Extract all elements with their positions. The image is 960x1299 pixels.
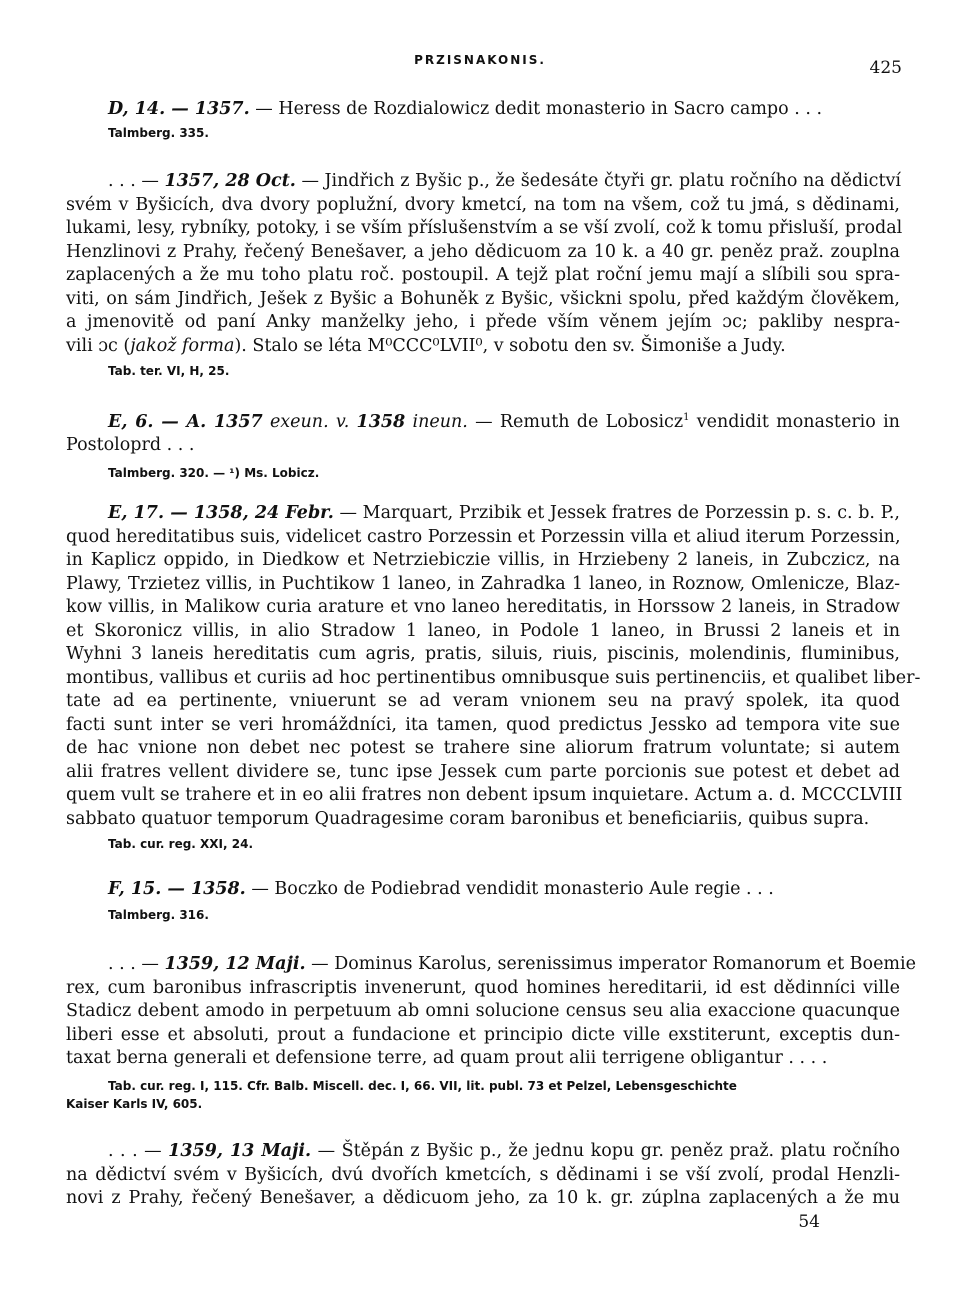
entry-line: Stadicz debent amodo in perpetuum ab omni solucione census seu alia exaccione quacunque [66,1001,900,1021]
entry-line: et Skoronicz villis, in alio Stradow 1 laneo, in Podole 1 laneo, in Brussi 2 laneis et in [66,620,900,641]
ellipsis-lead: . . . — [108,954,165,974]
entry-line: taxat berna generali et defensione terre, ad quam prout alii terrigene obligantur . . . . [66,1048,828,1068]
entry-line: quem vult se trahere et in eo alii fratres non debent ipsum inquietare. Actum a. d. MCCCLVIII [66,785,903,805]
entry-line: liberi esse et absoluti, prout a fundacione et principio dicte ville exstiterunt, exceptis dun- [66,1024,900,1045]
entry-line: Henzlinovi z Prahy, řečený Benešaver, a jeho dědicuom za 10 k. a 40 gr. peněz praž. zouplna [66,241,900,262]
entry-date: 1359, 12 Maji. [164,954,306,974]
entry-line: de hac vnione non debet nec potest se trahere sine aliorum fratrum voluntate; si autem [66,738,900,758]
entry-line: Wyhni 3 laneis hereditatis cum agris, pratis, siluis, riuis, piscinis, molendinis, fluminibus, [66,644,900,664]
footnote-marker: 1 [683,412,690,423]
signature-mark: 54 [798,1212,820,1232]
entry-line: svém v Byšicích, dva dvory poplužní, dvory kmetcí, na tom na všem, což tu jmá, s dědinami, [66,194,900,215]
entry-1357-d14 [66,98,900,142]
entry-line [66,953,916,977]
entry-line: a jmenovitě od paní Anky manželky jeho, i přede vším věnem jejím ɔc; pakliby nespra- [66,312,900,332]
ellipsis-lead: . . . — [108,1141,169,1161]
source-reference: Tab. cur. reg. XXI, 24. [108,837,254,851]
entry-1359-maji13 [66,1140,900,1211]
entry-line: viti, on sám Jindřich, Ješek z Byšic a Bohuněk z Byšic, všickni spolu, před každým člověkem, [66,288,900,309]
entry-line: kow villis, in Malikow curia arature et vno laneo hereditatis, in Horssow 2 laneis, in Stradow [66,597,900,617]
entry-date: F, 15. — 1358. [108,879,246,899]
source-reference: Talmberg. 316. [108,907,209,922]
italic-fragment: jakož forma [130,335,235,356]
entry-line: rex, cum baronibus infrascriptis invenerunt, quod homines hereditarii, id est dědinníci ville [66,977,900,998]
entry-text: vendidit monasterio in [696,411,900,432]
entry-line [66,1140,900,1164]
running-head: PRZISNAKONIS. [414,53,546,67]
source-reference: Tab. ter. VI, H, 25. [108,364,230,378]
entry-line: alii fratres vellent dividere se, tunc ipse Jessek cum parte porcionis sue potest et debet ad [66,761,900,782]
text-fragment: ). Stalo se léta M⁰CCC⁰LVII⁰, v sobotu den sv. Šimoniše a Judy. [234,335,786,356]
entry-line: montibus, vallibus et curiis ad hoc pertinentibus omnibusque suis pertinenciis, et qualibet liber- [66,667,921,688]
page-number: 425 [869,58,902,78]
entry-text: — Heress de Rozdialowicz dedit monasterio in Sacro campo . . . [255,99,823,119]
entry-text: — Dominus Karolus, serenissimus imperator Romanorum et Boemie [311,954,916,974]
entry-text: — Boczko de Podiebrad vendidit monasterio Aule regie . . . [251,879,774,899]
entry-date: 1359, 13 Maji. [168,1141,312,1161]
entry-line: na dědictví svém v Byšicích, dvú dvořích kmetcích, s dědinami i se vší zvolí, prodal Henzli- [66,1164,900,1185]
entry-1358-f15 [66,878,900,924]
entry-text: — Marquart, Przibik et Jessek fratres de Porzessin p. s. c. b. P., [339,503,900,523]
entry-line: sabbato quatuor temporum Quadragesime coram baronibus et beneficiariis, quibus supra. [66,808,870,829]
italic-fragment: exeun. v. [269,411,350,432]
entry-line [66,170,900,194]
entry-1357-oct [66,170,903,380]
entry-line [66,335,900,359]
entry-1359-maji12 [66,953,916,1113]
entry-text: — Štěpán z Byšic p., že jednu kopu gr. peněz praž. platu ročního [317,1141,900,1161]
entry-1358-feb [66,502,921,853]
entry-line: tate ad ea pertinente, vniuerunt se ad veram vnionem seu na pravý spolek, ita quod [66,691,900,711]
entry-text: — Jindřich z Byšic p., že šedesáte čtyři gr. platu ročního na dědictví [301,171,901,191]
entry-line [66,878,900,902]
source-reference: Talmberg. 335. [108,125,209,140]
entry-line: novi z Prahy, řečený Benešaver, a dědicuom jeho, za 10 k. gr. zúplna zaplacených a že mu [66,1188,900,1208]
entry-line: zaplacených a že mu toho platu roč. postoupil. A tejž plat roční jemu mají a slíbili sou spra- [66,265,900,285]
entry-line [66,406,900,434]
entry-line [66,98,900,122]
entry-date: 1358 [356,411,406,432]
entry-date: 1357, 28 Oct. [164,171,296,191]
entry-line [66,502,900,526]
entry-line: in Kaplicz oppido, in Diedkow et Netrziebiczie villis, in Hrziebeny 2 laneis, in Zubczicz, na [66,550,900,570]
text-fragment: vili ɔc ( [66,335,131,356]
entry-date: D, 14. — 1357. [108,99,250,119]
source-reference: Tab. cur. reg. I, 115. Cfr. Balb. Miscell. dec. I, 66. VII, lit. publ. 73 et Pelzel, Lebensgeschichte [108,1078,737,1093]
source-reference: Kaiser Karls IV, 605. [66,1096,203,1111]
entry-line: Postoloprd . . . [66,435,195,456]
entry-line: facti sunt inter se veri hromáždníci, ita tamen, quod predictus Jessko ad tempora vite sue [66,714,900,735]
entry-date: E, 6. — A. 1357 [108,411,263,432]
entry-line: Plawy, Trzietez villis, in Puchtikow 1 laneo, in Zahradka 1 laneo, in Roznow, Omlenicze, Blaz- [66,573,900,594]
italic-fragment: ineun. [412,411,468,432]
entry-date: E, 17. — 1358, 24 Febr. [108,503,334,523]
source-reference: Talmberg. 320. — ¹) Ms. Lobicz. [108,465,320,480]
ellipsis-lead: . . . — [108,171,165,191]
entry-line: lukami, lesy, rybníky, potoky, i se vším příslušenstvím a se vší zvolí, což k tomu přisluší, prodal [66,218,903,238]
entry-text: — Remuth de Lobosicz [475,411,684,432]
entry-1357-e6 [66,406,900,482]
entry-line: quod hereditatibus suis, videlicet castro Porzessin et Porzessin villa et aliud iterum Porzessin, [66,526,901,547]
